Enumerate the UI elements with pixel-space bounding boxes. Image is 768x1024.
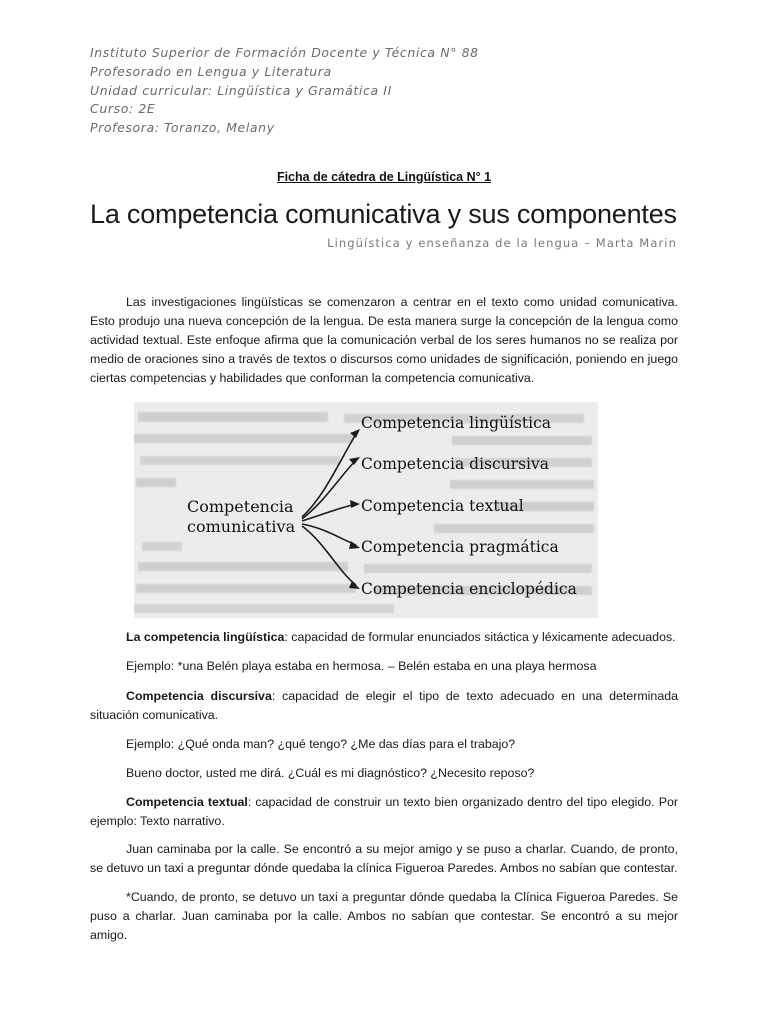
header-line-profesorado: Profesorado en Lengua y Literatura (90, 63, 332, 79)
linguistica-def-text: : capacidad de formular enunciados sitáctica y léxicamente adecuados. (284, 630, 676, 644)
discursiva-term: Competencia discursiva (126, 689, 272, 703)
diagram-root-line2: comunicativa (187, 517, 296, 536)
ficha-heading: Ficha de cátedra de Lingüística N° 1 (276, 170, 492, 184)
line-pragmatica (302, 524, 356, 545)
branch-discursiva: Competencia discursiva (361, 455, 549, 473)
narrativo-coherente: Juan caminaba por la calle. Se encontró a su mejor amigo y se puso a charlar. Cuando, de pronto, se detuvo un taxi a preguntar dónde quedaba la clínica Figueroa Paredes. Ambos no sabían que contestar. (90, 842, 678, 875)
textual-def-text: : capacidad de construir un texto bien organizado dentro del tipo elegido. Por ejemplo: Texto narrativo. (90, 795, 678, 828)
line-linguistica (302, 434, 356, 517)
header-line-institute: Instituto Superior de Formación Docente y Técnica N° 88 (90, 45, 479, 60)
branch-textual: Competencia textual (361, 497, 524, 515)
ejemplo-discursiva-2: Bueno doctor, usted me dirá. ¿Cuál es mi diagnóstico? ¿Necesito reposo? (126, 766, 535, 780)
ejemplo-discursiva-1: Ejemplo: ¿Qué onda man? ¿qué tengo? ¿Me das días para el trabajo? (126, 737, 516, 751)
discursiva-def-text: : capacidad de elegir el tipo de texto adecuado en una determinada situación comunicativa. (90, 689, 678, 722)
page-title: La competencia comunicativa y sus componentes (90, 199, 677, 229)
diagram-root-line1: Competencia (187, 497, 294, 516)
discursiva-definition (90, 687, 678, 725)
ejemplo-linguistica: Ejemplo: *una Belén playa estaba en hermosa. – Belén estaba en una playa hermosa (126, 659, 597, 673)
arrow-head (349, 457, 360, 465)
branch-pragmatica: Competencia pragmática (361, 538, 559, 556)
narrativo-incoherente: *Cuando, de pronto, se detuvo un taxi a preguntar dónde quedaba la Clínica Figueroa Paredes. Se puso a charlar. Juan caminaba por la calle. Ambos no sabían que contestar. Se encontró a su mejor amigo. (90, 890, 678, 942)
arrow-heads (349, 429, 360, 589)
textual-term: Competencia textual (126, 795, 248, 809)
intro-paragraph: Las investigaciones lingüísticas se comenzaron a centrar en el texto como unidad comunicativa. Esto produjo una nueva concepción de la lengua. De esta manera surge la concepción de la lengua como actividad textual. Este enfoque afirma que la comunicación verbal de los seres humanos no se realiza por medio de oraciones sino a través de textos o discursos como unidades de significación, poniendo en juego ciertas competencias y habilidades que conforman la competencia comunicativa. (90, 295, 678, 385)
header-line-curso: Curso: 2E (90, 101, 156, 117)
arrow-head (350, 500, 360, 508)
line-discursiva (302, 460, 356, 519)
competencias-diagram (134, 402, 598, 618)
diagram-svg (134, 402, 598, 618)
branch-linguistica: Competencia lingüística (361, 414, 551, 432)
header-line-unidad: Unidad curricular: Lingüística y Gramática II (90, 82, 392, 98)
branch-enciclopedica: Competencia enciclopédica (361, 580, 577, 598)
header-line-profesora: Profesora: Toranzo, Melany (90, 120, 275, 136)
linguistica-definition (90, 628, 678, 647)
arrow-head (349, 581, 360, 589)
page-subtitle: Lingüística y enseñanza de la lengua – Marta Marin (327, 236, 677, 250)
institution-header (90, 44, 479, 138)
textual-definition (90, 793, 678, 831)
line-enciclopedica (302, 526, 356, 585)
linguistica-term: La competencia lingüística (126, 630, 285, 644)
